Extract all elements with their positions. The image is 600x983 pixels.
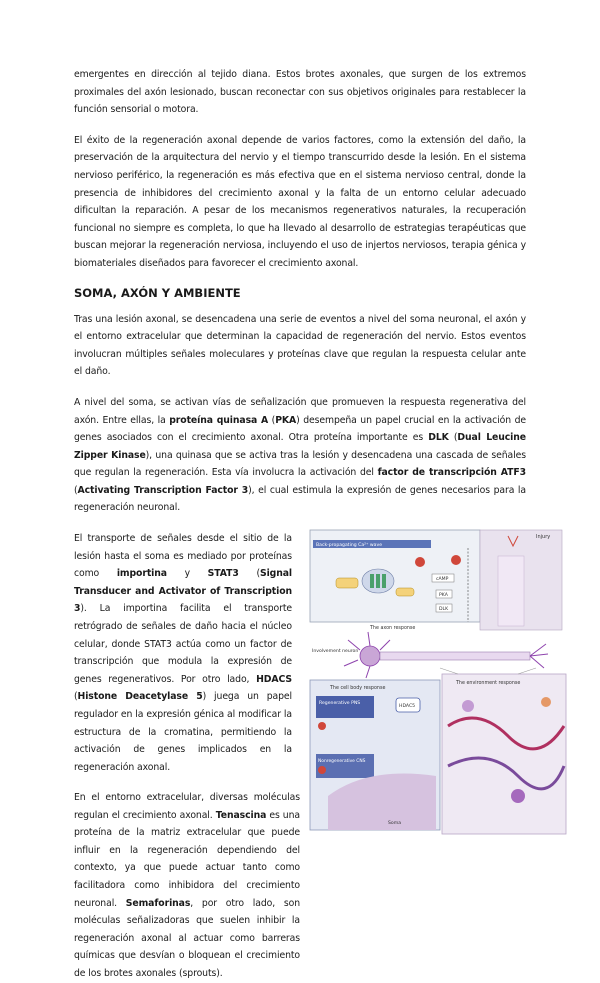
protein-box-2 — [396, 588, 414, 596]
label-pka: PKA — [439, 593, 448, 598]
label-hdac5: HDAC5 — [399, 704, 416, 709]
regen-pns-box — [316, 696, 374, 718]
label-camp: cAMP — [436, 577, 449, 582]
label-nonregen-cns: Nonregenerative CNS — [318, 759, 366, 764]
label-involvement: Involvement neuron — [312, 649, 359, 654]
env-cell-2 — [511, 789, 525, 803]
protein-box-1 — [336, 578, 358, 588]
label-dlk: DLK — [439, 607, 449, 612]
env-cell-1 — [462, 700, 474, 712]
paragraph-transport: El transporte de señales desde el sitio de la lesión hasta el soma es mediado por proteínas como importina y STAT3 (Signal Transducer and Activator of Transcription 3). La importina facilita el transporte retrógrado de señales de daño hacia el núcleo celular, donde STAT3 actúa como un factor de transcripción que modula la expresión de genes regenerativos. Por otro lado, HDACS (Histone Deacetylase 5) juega un papel regulador en la expresión génica al modificar la estructura de la cromatina, permitiendo la activación de genes implicados en la regeneración axonal. — [74, 533, 293, 773]
paragraph-soma-signaling: A nivel del soma, se activan vías de señalización que promueven la respuesta regenerativa del axón. Entre ellas, la proteína quinasa A (PKA) desempeña un papel crucial en la activación de genes asociados con el crecimiento axonal. Otra proteína importante es DLK (Dual Leucine Zipper Kinase), una quinasa que se activa tras la lesión y desencadena una cascada de señales que regulan la regeneración. Esta vía involucra la activación del factor de transcripción ATF3 (Activating Transcription Factor 3), el cual estimula la expresión de genes necesarios para la regeneración neuronal. — [74, 396, 527, 514]
section-heading: SOMA, AXÓN Y AMBIENTE — [74, 285, 241, 300]
regeneration-diagram — [308, 526, 570, 838]
axon-body — [380, 652, 530, 660]
label-propagating: Back-propagating Ca²⁺ wave — [316, 543, 383, 548]
label-environment: The environment response — [456, 681, 521, 686]
axon-terminals — [530, 644, 548, 668]
paragraph-success-factors: El éxito de la regeneración axonal depende de varios factores, como la extensión del daño, la preservación de la arquitectura del nervio y el tiempo transcurrido desde la lesión. En el sistema nervioso periférico, la regeneración es más efectiva que en el sistema nervioso central, donde la presencia de inhibidores del crecimiento axonal y la falta de un entorno celular adecuado dificultan la reparación. A pesar de los mecanismos regenerativos naturales, la recuperación funcional no siempre es completa, lo que ha llevado al desarrollo de estrategias terapéuticas que buscan mejorar la regeneración nerviosa, incluyendo el uso de injertos nerviosos, terapia génica y biomateriales diseñados para favorecer el crecimiento axonal. — [74, 134, 526, 269]
env-cell-3 — [541, 697, 551, 707]
label-injury: Injury — [536, 534, 551, 540]
marker-2 — [415, 557, 425, 567]
nonregen-cns-box — [316, 754, 374, 778]
label-regen-pns: Regenerative PNS — [319, 701, 361, 706]
dna-bar-3 — [382, 574, 386, 588]
marker-1 — [451, 555, 461, 565]
paragraph-extracellular: En el entorno extracelular, diversas moléculas regulan el crecimiento axonal. Tenascina es una proteína de la matriz extracelular que puede influir en la regeneración dependiendo del contexto, ya que puede actuar tanto como facilitadora como inhibidora del crecimiento neuronal. Semaforinas, por otro lado, son moléculas señalizadoras que suelen inhibir la regeneración axonal al actuar como barreras químicas que desvían o bloquean el crecimiento de los brotes axonales (sprouts). — [74, 792, 300, 979]
label-axon-response: The axon response — [370, 626, 416, 631]
marker-4 — [318, 766, 326, 774]
axon-segment — [498, 556, 524, 626]
label-cell-body: The cell body response — [330, 686, 386, 691]
label-soma: Soma — [388, 821, 402, 826]
paragraph-extracellular-wrap — [74, 789, 300, 983]
zoom-lines — [440, 668, 536, 674]
neuron-soma — [360, 646, 380, 666]
wrapped-text — [74, 508, 300, 521]
marker-3 — [318, 722, 326, 730]
dna-bar-1 — [370, 574, 374, 588]
dna-bar-2 — [376, 574, 380, 588]
paragraph-injury-events: Tras una lesión axonal, se desencadena una serie de eventos a nivel del soma neuronal, el axón y el entorno extracelular que determinan la capacidad de regeneración del nervio. Estos eventos involucran múltiples señales moleculares y proteínas clave que regulan la respuesta celular ante el daño. — [74, 313, 526, 378]
figure-regeneration — [308, 526, 570, 838]
paragraph-intro: emergentes en dirección al tejido diana. Estos brotes axonales, que surgen de los extremos proximales del axón lesionado, buscan reconectar con sus objetivos originales para restablecer la función sensorial o motora. — [74, 69, 526, 116]
